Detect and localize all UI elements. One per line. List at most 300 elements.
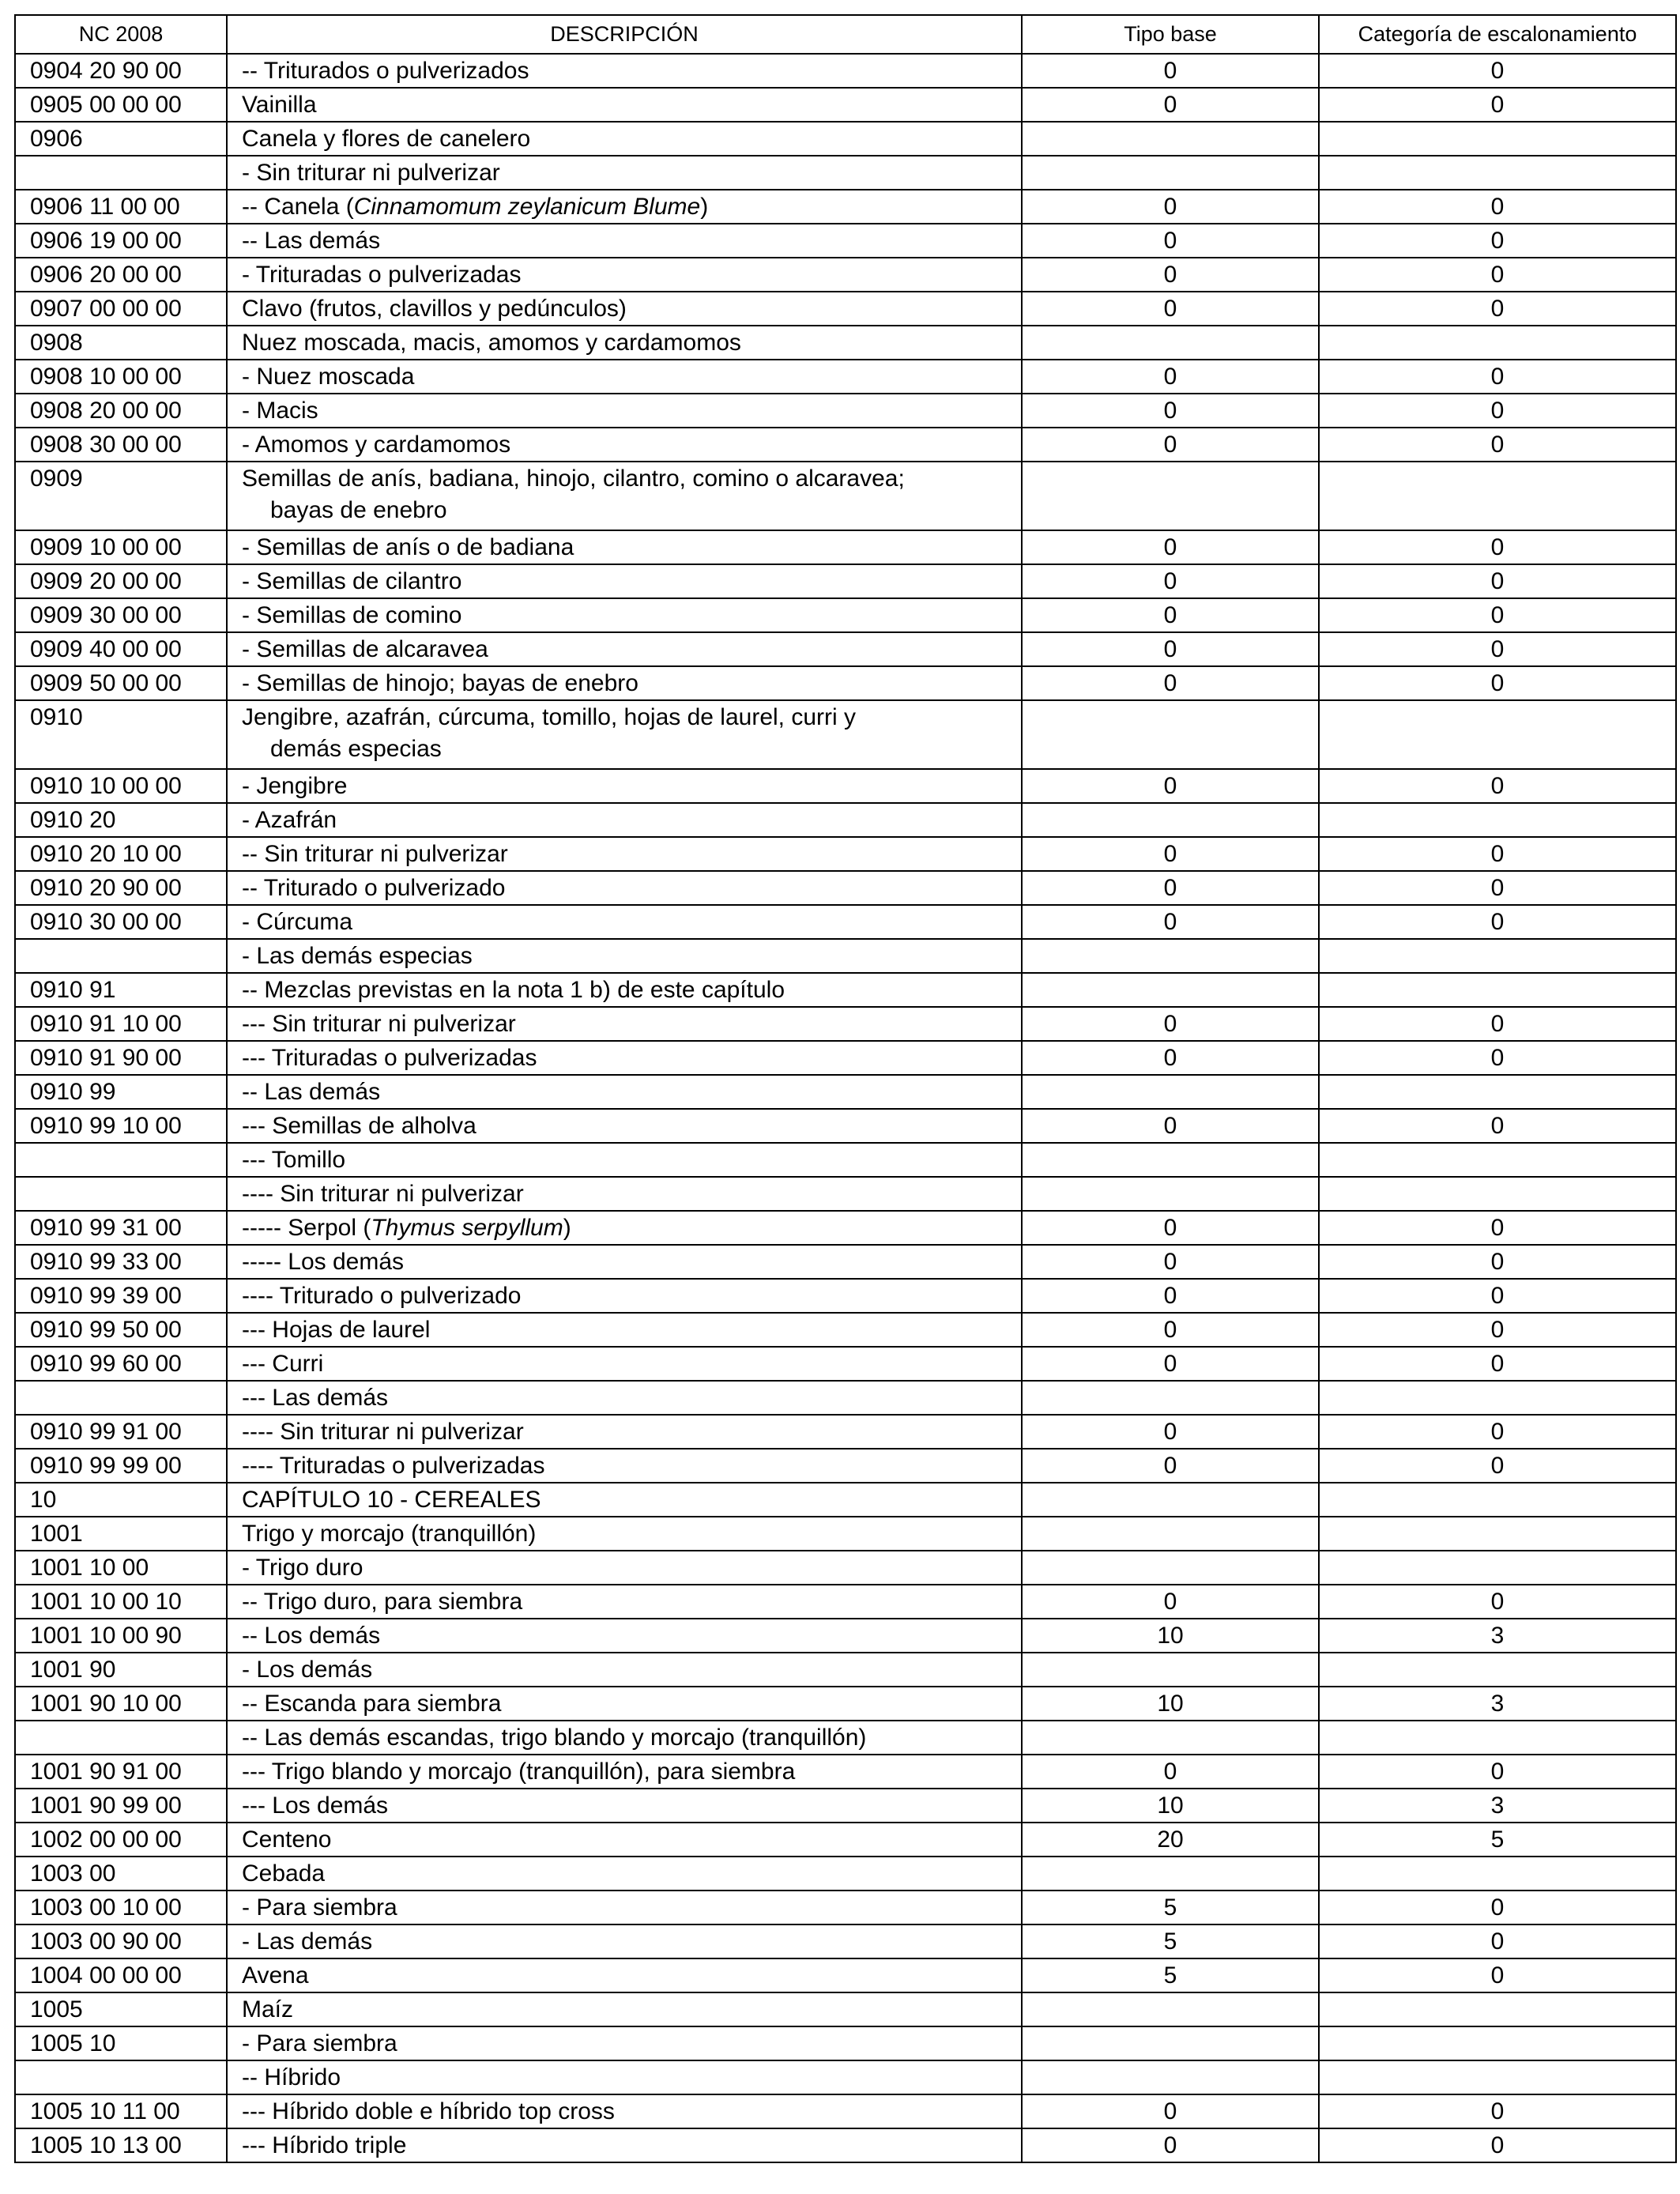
description-text: - Semillas de cilantro	[242, 568, 462, 594]
base-rate-cell: 0	[1022, 598, 1319, 632]
staging-category-cell: 0	[1319, 564, 1676, 598]
table-row	[15, 1891, 1676, 1924]
description-text: Jengibre, azafrán, cúrcuma, tomillo, hojas de laurel, curri y	[242, 704, 857, 730]
staging-category-cell	[1319, 1721, 1676, 1755]
table-row	[15, 1143, 1676, 1177]
description-cell	[227, 769, 1022, 803]
staging-category-cell: 0	[1319, 769, 1676, 803]
table-row	[15, 1755, 1676, 1789]
description-text: Avena	[242, 1962, 309, 1989]
staging-category-cell: 0	[1319, 666, 1676, 700]
description-text: - Cúrcuma	[242, 909, 353, 935]
description-text: Nuez moscada, macis, amomos y cardamomos	[242, 330, 741, 356]
table-row	[15, 258, 1676, 292]
staging-category-cell	[1319, 1483, 1676, 1517]
cn-code-cell: 0906 19 00 00	[15, 224, 227, 258]
description-cell	[227, 1517, 1022, 1551]
header-base-rate: Tipo base	[1022, 15, 1319, 54]
cn-code-cell: 0904 20 90 00	[15, 54, 227, 88]
description-text: ---- Sin triturar ni pulverizar	[242, 1419, 524, 1445]
description-cell	[227, 1381, 1022, 1415]
header-row	[15, 15, 1676, 54]
description-text: -- Las demás	[242, 228, 381, 254]
table-row	[15, 428, 1676, 462]
table-header	[15, 15, 1676, 54]
cn-code-cell: 0910 99	[15, 1075, 227, 1109]
staging-category-cell: 0	[1319, 224, 1676, 258]
staging-category-cell	[1319, 803, 1676, 837]
base-rate-cell: 10	[1022, 1789, 1319, 1823]
description-cell	[227, 1041, 1022, 1075]
base-rate-cell: 0	[1022, 1585, 1319, 1619]
table-row	[15, 224, 1676, 258]
description-continuation-text: bayas de enebro	[270, 497, 447, 523]
description-cell	[227, 803, 1022, 837]
table-row	[15, 837, 1676, 871]
cn-code-cell: 1003 00	[15, 1857, 227, 1891]
base-rate-cell: 0	[1022, 394, 1319, 428]
description-cell	[227, 1992, 1022, 2026]
description-text: -- Los demás	[242, 1623, 381, 1649]
description-cell	[227, 598, 1022, 632]
table-row	[15, 1992, 1676, 2026]
table-row	[15, 1619, 1676, 1653]
staging-category-cell	[1319, 2026, 1676, 2060]
base-rate-cell: 0	[1022, 1211, 1319, 1245]
description-text: Clavo (frutos, clavillos y pedúnculos)	[242, 296, 627, 322]
cn-code-cell: 0909	[15, 462, 227, 530]
base-rate-cell: 10	[1022, 1687, 1319, 1721]
table-row	[15, 1517, 1676, 1551]
table-row	[15, 292, 1676, 326]
table-row	[15, 54, 1676, 88]
staging-category-cell	[1319, 122, 1676, 156]
cn-code-cell: 1001 10 00	[15, 1551, 227, 1585]
description-cell	[227, 905, 1022, 939]
description-cell	[227, 1958, 1022, 1992]
description-text: --- Hojas de laurel	[242, 1317, 431, 1343]
staging-category-cell: 0	[1319, 1755, 1676, 1789]
description-text: -- Híbrido	[242, 2064, 341, 2090]
cn-code-cell	[15, 2060, 227, 2094]
staging-category-cell: 0	[1319, 905, 1676, 939]
cn-code-cell: 0910 20 90 00	[15, 871, 227, 905]
description-text: - Semillas de anís o de badiana	[242, 534, 574, 560]
description-cell	[227, 1211, 1022, 1245]
cn-code-cell: 10	[15, 1483, 227, 1517]
description-cell	[227, 1449, 1022, 1483]
description-text: -- Canela (	[242, 194, 354, 220]
staging-category-cell: 0	[1319, 2094, 1676, 2128]
cn-code-cell	[15, 1381, 227, 1415]
table-body	[15, 54, 1676, 2162]
base-rate-cell	[1022, 2026, 1319, 2060]
cn-code-cell: 1005	[15, 1992, 227, 2026]
description-cell	[227, 700, 1022, 769]
description-text: - Los demás	[242, 1657, 373, 1683]
cn-code-cell: 0908 10 00 00	[15, 360, 227, 394]
base-rate-cell: 0	[1022, 1279, 1319, 1313]
staging-category-cell	[1319, 1177, 1676, 1211]
description-text: --- Semillas de alholva	[242, 1113, 477, 1139]
table-row	[15, 871, 1676, 905]
cn-code-cell: 0909 10 00 00	[15, 530, 227, 564]
description-cell	[227, 360, 1022, 394]
description-cell	[227, 632, 1022, 666]
base-rate-cell: 5	[1022, 1924, 1319, 1958]
description-cell	[227, 88, 1022, 122]
description-cell	[227, 1313, 1022, 1347]
description-cell	[227, 2060, 1022, 2094]
staging-category-cell: 0	[1319, 1211, 1676, 1245]
table-row	[15, 530, 1676, 564]
description-cell	[227, 54, 1022, 88]
table-row	[15, 1347, 1676, 1381]
description-text: Canela y flores de canelero	[242, 126, 531, 152]
description-text: --- Trigo blando y morcajo (tranquillón), para siembra	[242, 1759, 796, 1785]
description-text: -- Las demás escandas, trigo blando y morcajo (tranquillón)	[242, 1725, 867, 1751]
staging-category-cell	[1319, 1653, 1676, 1687]
table-row	[15, 326, 1676, 360]
staging-category-cell: 0	[1319, 258, 1676, 292]
table-row	[15, 88, 1676, 122]
staging-category-cell: 0	[1319, 837, 1676, 871]
cn-code-cell: 0910 91 90 00	[15, 1041, 227, 1075]
description-text: --- Híbrido triple	[242, 2132, 407, 2158]
base-rate-cell	[1022, 1381, 1319, 1415]
staging-category-cell: 0	[1319, 1449, 1676, 1483]
base-rate-cell: 0	[1022, 1007, 1319, 1041]
cn-code-cell: 0910 91 10 00	[15, 1007, 227, 1041]
table-row	[15, 769, 1676, 803]
staging-category-cell: 0	[1319, 360, 1676, 394]
cn-code-cell: 0910 99 10 00	[15, 1109, 227, 1143]
base-rate-cell: 0	[1022, 190, 1319, 224]
table-row	[15, 1313, 1676, 1347]
cn-code-cell: 0908 30 00 00	[15, 428, 227, 462]
base-rate-cell: 0	[1022, 1449, 1319, 1483]
description-cell	[227, 394, 1022, 428]
staging-category-cell: 0	[1319, 2128, 1676, 2162]
description-text: - Para siembra	[242, 1894, 397, 1921]
staging-category-cell: 0	[1319, 1041, 1676, 1075]
staging-category-cell: 0	[1319, 632, 1676, 666]
base-rate-cell	[1022, 326, 1319, 360]
table-row	[15, 1041, 1676, 1075]
description-cell	[227, 1177, 1022, 1211]
description-continuation-text: demás especias	[270, 736, 442, 762]
staging-category-cell: 0	[1319, 1313, 1676, 1347]
description-text: -- Triturados o pulverizados	[242, 58, 529, 84]
table-row	[15, 2128, 1676, 2162]
staging-category-cell	[1319, 1381, 1676, 1415]
base-rate-cell: 20	[1022, 1823, 1319, 1857]
cn-code-cell: 0910 99 60 00	[15, 1347, 227, 1381]
base-rate-cell: 0	[1022, 224, 1319, 258]
description-text: --- Curri	[242, 1351, 324, 1377]
table-row	[15, 632, 1676, 666]
description-text: Semillas de anís, badiana, hinojo, cilantro, comino o alcaravea;	[242, 466, 905, 492]
description-text: - Las demás especias	[242, 943, 473, 969]
table-row	[15, 394, 1676, 428]
description-cell	[227, 1109, 1022, 1143]
description-text: -- Trigo duro, para siembra	[242, 1589, 523, 1615]
cn-code-cell: 0910 99 99 00	[15, 1449, 227, 1483]
cn-code-cell: 1005 10	[15, 2026, 227, 2060]
table-row	[15, 1721, 1676, 1755]
cn-code-cell: 0910 91	[15, 973, 227, 1007]
staging-category-cell	[1319, 2060, 1676, 2094]
base-rate-cell: 0	[1022, 632, 1319, 666]
description-cell	[227, 1143, 1022, 1177]
cn-code-cell: 1001 90 91 00	[15, 1755, 227, 1789]
staging-category-cell: 0	[1319, 1958, 1676, 1992]
header-staging-category: Categoría de escalonamiento	[1319, 15, 1676, 54]
base-rate-cell: 0	[1022, 428, 1319, 462]
description-cell	[227, 1483, 1022, 1517]
cn-code-cell: 0910 99 39 00	[15, 1279, 227, 1313]
cn-code-cell	[15, 939, 227, 973]
staging-category-cell: 0	[1319, 530, 1676, 564]
base-rate-cell: 0	[1022, 564, 1319, 598]
description-cell	[227, 1075, 1022, 1109]
base-rate-cell	[1022, 1992, 1319, 2026]
description-text: ---- Trituradas o pulverizadas	[242, 1453, 545, 1479]
description-italic-text: Thymus serpyllum	[371, 1215, 563, 1241]
base-rate-cell: 0	[1022, 1347, 1319, 1381]
staging-category-cell: 0	[1319, 1347, 1676, 1381]
description-text: -- Sin triturar ni pulverizar	[242, 841, 508, 867]
table-row	[15, 1109, 1676, 1143]
description-cell	[227, 1415, 1022, 1449]
description-cell	[227, 1551, 1022, 1585]
base-rate-cell	[1022, 156, 1319, 190]
staging-category-cell: 0	[1319, 1891, 1676, 1924]
description-cell	[227, 1789, 1022, 1823]
description-text: - Trituradas o pulverizadas	[242, 262, 522, 288]
base-rate-cell: 0	[1022, 88, 1319, 122]
staging-category-cell: 0	[1319, 394, 1676, 428]
description-text: - Semillas de comino	[242, 602, 462, 628]
staging-category-cell	[1319, 1992, 1676, 2026]
description-text: --- Las demás	[242, 1385, 389, 1411]
description-cell	[227, 1924, 1022, 1958]
base-rate-cell: 0	[1022, 258, 1319, 292]
description-text: -- Escanda para siembra	[242, 1691, 502, 1717]
base-rate-cell: 0	[1022, 837, 1319, 871]
table-row	[15, 1279, 1676, 1313]
staging-category-cell: 0	[1319, 428, 1676, 462]
table-row	[15, 2026, 1676, 2060]
staging-category-cell	[1319, 462, 1676, 530]
tariff-table	[14, 14, 1677, 2163]
description-text: - Amomos y cardamomos	[242, 432, 511, 458]
base-rate-cell: 0	[1022, 1415, 1319, 1449]
table-row	[15, 1585, 1676, 1619]
description-cell	[227, 1245, 1022, 1279]
cn-code-cell: 0908	[15, 326, 227, 360]
staging-category-cell	[1319, 156, 1676, 190]
base-rate-cell: 0	[1022, 1041, 1319, 1075]
table-row	[15, 1551, 1676, 1585]
description-text: - Para siembra	[242, 2030, 397, 2056]
base-rate-cell: 0	[1022, 360, 1319, 394]
header-code: NC 2008	[15, 15, 227, 54]
cn-code-cell: 0905 00 00 00	[15, 88, 227, 122]
base-rate-cell	[1022, 803, 1319, 837]
description-italic-text: Cinnamomum zeylanicum Blume	[353, 194, 701, 220]
cn-code-cell: 0910	[15, 700, 227, 769]
table-row	[15, 1687, 1676, 1721]
description-cell	[227, 326, 1022, 360]
table-row	[15, 803, 1676, 837]
staging-category-cell	[1319, 326, 1676, 360]
description-text: - Las demás	[242, 1928, 373, 1955]
table-row	[15, 1958, 1676, 1992]
description-text: Cebada	[242, 1860, 326, 1887]
cn-code-cell: 1002 00 00 00	[15, 1823, 227, 1857]
table-row	[15, 598, 1676, 632]
base-rate-cell: 0	[1022, 54, 1319, 88]
cn-code-cell: 0910 99 31 00	[15, 1211, 227, 1245]
base-rate-cell	[1022, 1177, 1319, 1211]
description-text: --- Trituradas o pulverizadas	[242, 1045, 537, 1071]
staging-category-cell	[1319, 1857, 1676, 1891]
description-text: - Azafrán	[242, 807, 337, 833]
table-row	[15, 1415, 1676, 1449]
cn-code-cell: 0906 20 00 00	[15, 258, 227, 292]
description-cell	[227, 1653, 1022, 1687]
base-rate-cell: 0	[1022, 1313, 1319, 1347]
base-rate-cell: 0	[1022, 2128, 1319, 2162]
cn-code-cell: 0910 10 00 00	[15, 769, 227, 803]
description-text: - Trigo duro	[242, 1555, 363, 1581]
table-row	[15, 939, 1676, 973]
description-text: )	[700, 194, 709, 220]
base-rate-cell	[1022, 462, 1319, 530]
table-row	[15, 1007, 1676, 1041]
cn-code-cell	[15, 156, 227, 190]
description-cell	[227, 122, 1022, 156]
cn-code-cell: 1001 90	[15, 1653, 227, 1687]
table-row	[15, 190, 1676, 224]
description-text: -- Mezclas previstas en la nota 1 b) de este capítulo	[242, 977, 785, 1003]
cn-code-cell	[15, 1177, 227, 1211]
description-cell	[227, 973, 1022, 1007]
staging-category-cell	[1319, 1075, 1676, 1109]
cn-code-cell: 0910 99 33 00	[15, 1245, 227, 1279]
cn-code-cell: 1003 00 10 00	[15, 1891, 227, 1924]
staging-category-cell	[1319, 973, 1676, 1007]
description-text: ----- Los demás	[242, 1249, 405, 1275]
cn-code-cell: 0910 99 50 00	[15, 1313, 227, 1347]
staging-category-cell: 3	[1319, 1687, 1676, 1721]
cn-code-cell: 1001 10 00 10	[15, 1585, 227, 1619]
table-row	[15, 122, 1676, 156]
cn-code-cell: 0910 20	[15, 803, 227, 837]
table-row	[15, 1823, 1676, 1857]
staging-category-cell: 0	[1319, 1924, 1676, 1958]
cn-code-cell: 1001	[15, 1517, 227, 1551]
description-cell	[227, 2094, 1022, 2128]
staging-category-cell	[1319, 700, 1676, 769]
cn-code-cell: 1005 10 13 00	[15, 2128, 227, 2162]
table-row	[15, 1924, 1676, 1958]
base-rate-cell: 0	[1022, 530, 1319, 564]
base-rate-cell: 0	[1022, 1109, 1319, 1143]
cn-code-cell: 1004 00 00 00	[15, 1958, 227, 1992]
table-row	[15, 360, 1676, 394]
cn-code-cell	[15, 1721, 227, 1755]
description-text: Vainilla	[242, 92, 317, 118]
cn-code-cell: 0906	[15, 122, 227, 156]
table-row	[15, 462, 1676, 530]
base-rate-cell	[1022, 1551, 1319, 1585]
staging-category-cell: 5	[1319, 1823, 1676, 1857]
base-rate-cell: 5	[1022, 1958, 1319, 1992]
base-rate-cell: 0	[1022, 1755, 1319, 1789]
description-text: Maíz	[242, 1996, 294, 2022]
description-text: -- Las demás	[242, 1079, 381, 1105]
staging-category-cell: 0	[1319, 1245, 1676, 1279]
staging-category-cell: 0	[1319, 54, 1676, 88]
description-text: -- Triturado o pulverizado	[242, 875, 506, 901]
description-cell	[227, 1721, 1022, 1755]
description-cell	[227, 837, 1022, 871]
description-text: ----- Serpol (	[242, 1215, 371, 1241]
staging-category-cell: 0	[1319, 1109, 1676, 1143]
cn-code-cell: 1001 10 00 90	[15, 1619, 227, 1653]
staging-category-cell: 0	[1319, 598, 1676, 632]
description-cell	[227, 871, 1022, 905]
staging-category-cell: 0	[1319, 292, 1676, 326]
staging-category-cell: 3	[1319, 1789, 1676, 1823]
table-row	[15, 156, 1676, 190]
table-row	[15, 1483, 1676, 1517]
cn-code-cell: 0909 30 00 00	[15, 598, 227, 632]
description-text: - Sin triturar ni pulverizar	[242, 160, 500, 186]
description-text: --- Tomillo	[242, 1147, 346, 1173]
cn-code-cell	[15, 1143, 227, 1177]
description-text: --- Los demás	[242, 1793, 389, 1819]
description-text: ---- Sin triturar ni pulverizar	[242, 1181, 524, 1207]
base-rate-cell: 0	[1022, 905, 1319, 939]
table-row	[15, 700, 1676, 769]
description-text: )	[563, 1215, 571, 1241]
description-cell	[227, 666, 1022, 700]
table-row	[15, 1177, 1676, 1211]
cn-code-cell: 0906 11 00 00	[15, 190, 227, 224]
base-rate-cell	[1022, 2060, 1319, 2094]
table-row	[15, 1245, 1676, 1279]
table-row	[15, 1653, 1676, 1687]
description-text: - Nuez moscada	[242, 364, 415, 390]
base-rate-cell: 0	[1022, 871, 1319, 905]
table-row	[15, 905, 1676, 939]
staging-category-cell: 0	[1319, 1007, 1676, 1041]
description-cell	[227, 292, 1022, 326]
cn-code-cell: 1005 10 11 00	[15, 2094, 227, 2128]
base-rate-cell	[1022, 1483, 1319, 1517]
table-row	[15, 1211, 1676, 1245]
description-cell	[227, 1687, 1022, 1721]
cn-code-cell: 1003 00 90 00	[15, 1924, 227, 1958]
staging-category-cell	[1319, 1551, 1676, 1585]
description-text: Trigo y morcajo (tranquillón)	[242, 1521, 537, 1547]
description-cell	[227, 564, 1022, 598]
cn-code-cell: 0907 00 00 00	[15, 292, 227, 326]
description-cell	[227, 1857, 1022, 1891]
